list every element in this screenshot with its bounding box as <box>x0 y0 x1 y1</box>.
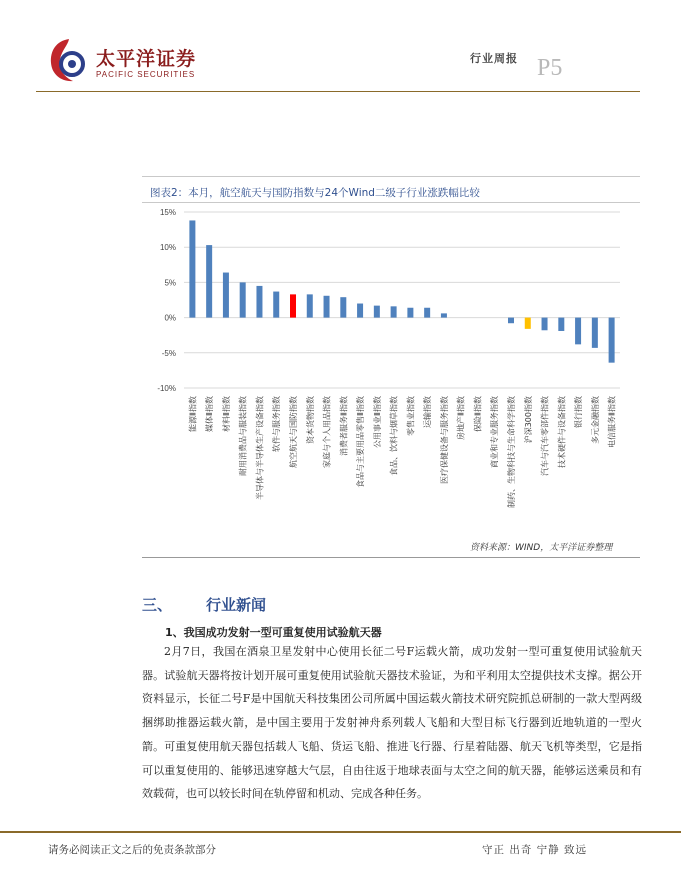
x-tick-label: 耐用消费品与服装指数 <box>238 396 248 476</box>
footer-disclaimer: 请务必阅读正文之后的免责条款部分 <box>48 844 216 856</box>
bar <box>508 318 514 324</box>
x-tick-label: 多元金融指数 <box>590 396 600 444</box>
x-tick-label: 制药、生物科技与生命科学指数 <box>507 396 516 508</box>
bar <box>340 297 346 317</box>
x-tick-label: 技术硬件与设备指数 <box>557 396 567 468</box>
y-tick-label: 10% <box>159 243 176 253</box>
bar <box>256 286 262 318</box>
bar <box>525 318 531 329</box>
header-divider <box>36 91 640 92</box>
bar <box>609 318 615 363</box>
bar <box>407 308 413 318</box>
page-number: P5 <box>537 55 563 81</box>
bar <box>441 313 447 317</box>
bar <box>189 220 195 317</box>
x-tick-label: 半导体与半导体生产设备指数 <box>255 396 265 500</box>
section-title: 行业新闻 <box>206 596 267 614</box>
footer-divider <box>0 831 681 833</box>
bar <box>240 282 246 317</box>
bar <box>357 304 363 318</box>
x-tick-label: 房地产Ⅱ指数 <box>456 396 466 440</box>
bar <box>290 294 296 317</box>
bar <box>273 292 279 318</box>
x-tick-label: 媒体Ⅱ指数 <box>205 396 215 432</box>
y-tick-label: 0% <box>164 313 176 323</box>
x-tick-label: 商业和专业服务指数 <box>490 396 500 468</box>
bar <box>575 318 581 345</box>
x-tick-label: 材料Ⅱ指数 <box>221 396 231 432</box>
x-tick-label: 银行指数 <box>574 396 584 428</box>
y-tick-label: -10% <box>157 384 176 393</box>
x-tick-label: 汽车与汽车零部件指数 <box>540 396 550 476</box>
bar-chart <box>142 202 640 532</box>
bar <box>374 306 380 318</box>
x-tick-label: 沪深300指数 <box>523 396 533 444</box>
figure-source: 资料来源：WIND，太平洋证券整理 <box>470 543 613 553</box>
x-tick-label: 软件与服务指数 <box>272 396 282 452</box>
x-tick-label: 运输指数 <box>423 396 433 428</box>
brand-name-cn: 太平洋证券 <box>96 48 197 70</box>
x-tick-label: 航空航天与国防指数 <box>289 396 298 468</box>
section-number: 三、 <box>142 596 173 614</box>
bar <box>206 245 212 318</box>
x-tick-label: 保险Ⅱ指数 <box>473 396 483 432</box>
x-tick-label: 家庭与个人用品指数 <box>322 396 332 468</box>
x-tick-label: 资本货物指数 <box>305 396 315 444</box>
footer-motto: 守正 出奇 宁静 致远 <box>482 844 588 856</box>
bar <box>542 318 548 331</box>
x-tick-label: 食品、饮料与烟草指数 <box>389 396 399 476</box>
news-headline: 1、我国成功发射一型可重复使用试验航天器 <box>165 626 382 639</box>
bar <box>223 273 229 318</box>
bar <box>592 318 598 348</box>
news-body: 2月7日，我国在酒泉卫星发射中心使用长征二号F运载火箭，成功发射一型可重复使用试验航天器。试验航天器将按计划开展可重复使用试验航天器技术验证，为和平利用太空提供技术支撑。据公开资料显示，长征二号F是中国航天科技集团公司所属中国运载火箭技术研究院抓总研制的一款大型两级捆绑助推器运载火箭，是中国主要用于发射神舟系列载人飞船和大型目标飞行器到近地轨道的一型火箭。可重复使用航天器包括载人飞船、货运飞船、推进飞行器、行星着陆器、航天飞机等类型，它是指可以重复使用的、能够迅速穿越大气层，自由往返于地球表面与太空之间的航天器，能够运送乘员和有效载荷，也可以较长时间在轨停留和机动、完成各种任务。 <box>142 645 642 801</box>
x-tick-label: 医疗保健设备与服务指数 <box>439 396 449 484</box>
x-tick-label: 消费者服务Ⅱ指数 <box>339 396 349 456</box>
x-tick-label: 能源Ⅱ指数 <box>188 396 198 432</box>
bar <box>324 296 330 318</box>
x-tick-label: 电信服务Ⅱ指数 <box>607 395 617 448</box>
x-tick-label: 零售业指数 <box>406 396 416 436</box>
y-tick-label: -5% <box>161 348 176 358</box>
x-tick-label: 食品与主要用品零售Ⅱ指数 <box>356 396 366 488</box>
bar <box>424 308 430 318</box>
bar <box>391 306 397 317</box>
y-tick-label: 5% <box>164 278 176 288</box>
x-tick-label: 公用事业Ⅱ指数 <box>372 396 382 448</box>
brand-name-en: PACIFIC SECURITIES <box>96 70 196 79</box>
bar <box>307 294 313 317</box>
y-tick-label: 15% <box>159 208 176 217</box>
figure-title: 图表2：本月，航空航天与国防指数与24个Wind二级子行业涨跌幅比较 <box>150 187 480 199</box>
company-logo <box>48 37 90 83</box>
report-type-label: 行业周报 <box>470 52 518 65</box>
bar <box>558 318 564 331</box>
